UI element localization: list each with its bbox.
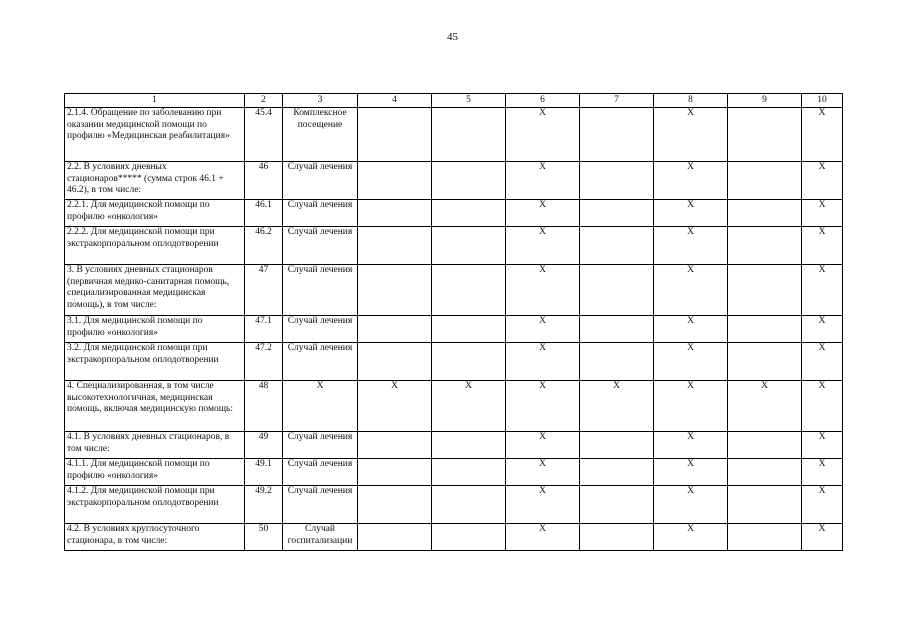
row-label-cell: 4. Специализированная, в том числе высокотехнологичная, медицинская помощь, включая медицинскую помощь: — [65, 381, 245, 432]
table-cell — [432, 200, 506, 227]
table-cell: X — [802, 200, 843, 227]
column-header: 3 — [283, 94, 358, 108]
data-table — [64, 93, 843, 551]
table-cell: X — [802, 524, 843, 551]
table-row — [65, 486, 843, 524]
table-cell — [580, 265, 654, 316]
table-cell — [432, 486, 506, 524]
table-cell — [580, 200, 654, 227]
table-cell: 49 — [245, 432, 283, 459]
table-cell — [728, 524, 802, 551]
table-cell — [580, 227, 654, 265]
table-cell: X — [506, 162, 580, 200]
table-cell: 47 — [245, 265, 283, 316]
table-cell: X — [728, 381, 802, 432]
table-cell: X — [654, 524, 728, 551]
table-cell — [358, 343, 432, 381]
table-cell: X — [802, 381, 843, 432]
table-cell: Случай госпитализации — [283, 524, 358, 551]
table-cell: X — [506, 316, 580, 343]
table-cell — [432, 524, 506, 551]
table-cell: X — [654, 265, 728, 316]
column-header: 9 — [728, 94, 802, 108]
table-cell — [432, 265, 506, 316]
table-cell: X — [802, 459, 843, 486]
column-header: 2 — [245, 94, 283, 108]
table-cell — [358, 108, 432, 162]
table-cell — [728, 343, 802, 381]
table-cell: 49.2 — [245, 486, 283, 524]
table-cell: X — [358, 381, 432, 432]
table-cell: X — [654, 459, 728, 486]
table-cell: X — [654, 432, 728, 459]
table-cell — [728, 432, 802, 459]
column-header: 5 — [432, 94, 506, 108]
table-cell — [358, 265, 432, 316]
table-cell — [728, 316, 802, 343]
table-cell: 46.1 — [245, 200, 283, 227]
table-cell: Случай лечения — [283, 200, 358, 227]
header-row — [65, 94, 843, 108]
table-cell: X — [506, 381, 580, 432]
table-cell: Случай лечения — [283, 486, 358, 524]
table-cell: X — [654, 200, 728, 227]
table-row — [65, 459, 843, 486]
column-header: 7 — [580, 94, 654, 108]
table-cell — [432, 108, 506, 162]
table-cell: X — [802, 265, 843, 316]
table-cell: X — [506, 265, 580, 316]
table-cell — [432, 343, 506, 381]
table-cell — [432, 227, 506, 265]
table-cell: X — [654, 343, 728, 381]
table-cell: Случай лечения — [283, 316, 358, 343]
table-cell — [432, 316, 506, 343]
table-cell: 48 — [245, 381, 283, 432]
table-row — [65, 108, 843, 162]
table-cell: X — [654, 486, 728, 524]
table-cell — [358, 227, 432, 265]
table-cell: X — [654, 381, 728, 432]
row-label-cell: 4.2. В условиях круглосуточного стационара, в том числе: — [65, 524, 245, 551]
row-label-cell: 2.1.4. Обращение по заболеванию при оказании медицинской помощи по профилю «Медицинская реабилитация» — [65, 108, 245, 162]
table-cell: 47.1 — [245, 316, 283, 343]
table-row — [65, 343, 843, 381]
table-cell — [580, 343, 654, 381]
table-cell — [728, 265, 802, 316]
table-cell: X — [654, 108, 728, 162]
table-row — [65, 316, 843, 343]
table-cell: X — [802, 343, 843, 381]
table-cell — [580, 459, 654, 486]
page-number: 45 — [447, 31, 458, 43]
table-cell — [358, 459, 432, 486]
table-cell: X — [506, 524, 580, 551]
table-cell: 45.4 — [245, 108, 283, 162]
table-cell — [580, 486, 654, 524]
table-row — [65, 524, 843, 551]
table-cell — [358, 432, 432, 459]
table-cell — [358, 162, 432, 200]
table-cell: X — [506, 227, 580, 265]
row-label-cell: 2.2.2. Для медицинской помощи при экстракорпоральном оплодотворении — [65, 227, 245, 265]
column-header: 10 — [802, 94, 843, 108]
table-cell: X — [506, 108, 580, 162]
table-cell — [728, 200, 802, 227]
table-cell — [358, 524, 432, 551]
row-label-cell: 4.1. В условиях дневных стационаров, в том числе: — [65, 432, 245, 459]
table-cell: 49.1 — [245, 459, 283, 486]
table-cell — [580, 162, 654, 200]
row-label-cell: 2.2. В условиях дневных стационаров***** (сумма строк 46.1 + 46.2), в том числе: — [65, 162, 245, 200]
table-cell: X — [802, 108, 843, 162]
column-header: 4 — [358, 94, 432, 108]
table-cell — [580, 524, 654, 551]
table-cell: X — [506, 200, 580, 227]
table-cell — [358, 316, 432, 343]
table-cell: 50 — [245, 524, 283, 551]
table-cell: X — [283, 381, 358, 432]
row-label-cell: 3. В условиях дневных стационаров (первичная медико-санитарная помощь, специализированная медицинская помощь), в том числе: — [65, 265, 245, 316]
table-cell — [432, 432, 506, 459]
table-cell: 46.2 — [245, 227, 283, 265]
table-cell: X — [506, 486, 580, 524]
table-cell: Комплексное посещение — [283, 108, 358, 162]
table-cell: X — [802, 486, 843, 524]
table-cell: Случай лечения — [283, 162, 358, 200]
table-cell: X — [506, 459, 580, 486]
table-cell — [728, 162, 802, 200]
table-cell: 47.2 — [245, 343, 283, 381]
table-cell — [432, 162, 506, 200]
table-row — [65, 162, 843, 200]
table-cell: X — [506, 432, 580, 459]
table-cell — [728, 486, 802, 524]
table-cell: X — [580, 381, 654, 432]
table-cell: X — [654, 316, 728, 343]
table-row — [65, 200, 843, 227]
table-row — [65, 265, 843, 316]
column-header: 6 — [506, 94, 580, 108]
table-cell — [358, 486, 432, 524]
table-cell: Случай лечения — [283, 432, 358, 459]
table-cell — [580, 432, 654, 459]
table-cell: X — [802, 316, 843, 343]
table-row — [65, 432, 843, 459]
row-label-cell: 3.1. Для медицинской помощи по профилю «онкология» — [65, 316, 245, 343]
table-cell: X — [654, 162, 728, 200]
table-cell: X — [802, 162, 843, 200]
table-cell — [728, 227, 802, 265]
table-cell: X — [802, 432, 843, 459]
table-cell — [432, 459, 506, 486]
table-row — [65, 381, 843, 432]
table-cell — [358, 200, 432, 227]
table-cell: Случай лечения — [283, 265, 358, 316]
table-cell: X — [432, 381, 506, 432]
row-label-cell: 4.1.1. Для медицинской помощи по профилю «онкология» — [65, 459, 245, 486]
table-cell: 46 — [245, 162, 283, 200]
row-label-cell: 3.2. Для медицинской помощи при экстракорпоральном оплодотворении — [65, 343, 245, 381]
column-header: 1 — [65, 94, 245, 108]
column-header: 8 — [654, 94, 728, 108]
table-cell — [728, 459, 802, 486]
table-cell: Случай лечения — [283, 459, 358, 486]
table-cell — [580, 108, 654, 162]
table-cell: X — [654, 227, 728, 265]
table-row — [65, 227, 843, 265]
table-cell — [580, 316, 654, 343]
row-label-cell: 4.1.2. Для медицинской помощи при экстракорпоральном оплодотворении — [65, 486, 245, 524]
table-cell: Случай лечения — [283, 227, 358, 265]
table-cell: Случай лечения — [283, 343, 358, 381]
table-cell — [728, 108, 802, 162]
table-cell: X — [506, 343, 580, 381]
row-label-cell: 2.2.1. Для медицинской помощи по профилю «онкология» — [65, 200, 245, 227]
table-cell: X — [802, 227, 843, 265]
